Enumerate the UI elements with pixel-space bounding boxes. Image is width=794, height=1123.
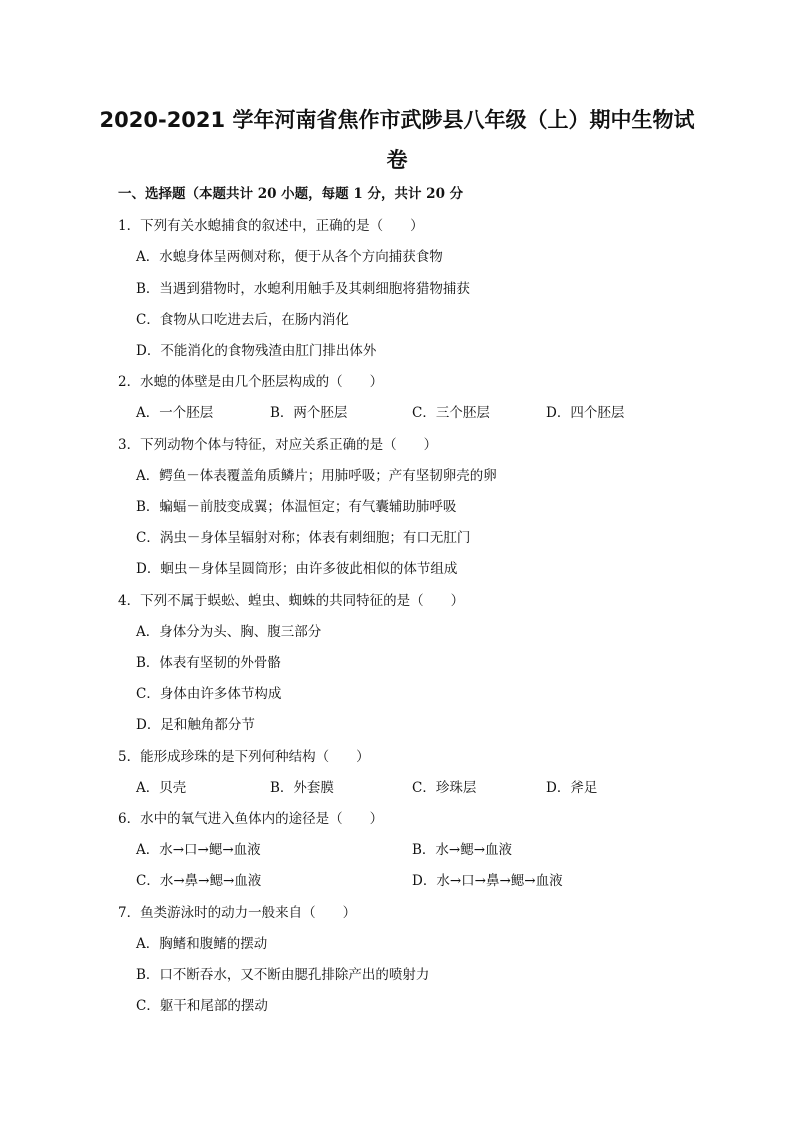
- question-5-stem: 5．能形成珍珠的是下列何种结构（ ）: [118, 749, 370, 765]
- question-4-option-a: A．身体分为头、胸、腹三部分: [136, 624, 322, 640]
- question-2-stem: 2．水螅的体壁是由几个胚层构成的（ ）: [118, 374, 384, 390]
- section-heading: 一、选择题（本题共计 20 小题，每题 1 分，共计 20 分: [118, 186, 464, 202]
- question-3-option-b: B．蝙蝠－前肢变成翼；体温恒定；有气囊辅助肺呼吸: [136, 499, 457, 515]
- question-6-option-c: C．水→鼻→鳃→血液: [136, 873, 262, 889]
- question-2-option-c: C．三个胚层: [412, 405, 490, 421]
- question-4-option-b: B．体表有坚韧的外骨骼: [136, 655, 281, 671]
- question-4-option-d: D．足和触角都分节: [136, 717, 255, 733]
- question-1-option-d: D．不能消化的食物残渣由肛门排出体外: [136, 343, 377, 359]
- question-4-option-c: C．身体由许多体节构成: [136, 686, 282, 702]
- question-6-option-d: D．水→口→鼻→鳃→血液: [412, 873, 563, 889]
- question-2-option-b: B．两个胚层: [270, 405, 348, 421]
- question-5-option-d: D．斧足: [546, 780, 598, 796]
- question-6-stem: 6．水中的氧气进入鱼体内的途径是（ ）: [118, 811, 384, 827]
- question-1-option-c: C．食物从口吃进去后，在肠内消化: [136, 312, 349, 328]
- page-title-line-1: 2020-2021 学年河南省焦作市武陟县八年级（上）期中生物试: [99, 108, 695, 132]
- question-1-option-b: B．当遇到猎物时，水螅利用触手及其刺细胞将猎物捕获: [136, 281, 470, 297]
- question-5-option-a: A．贝壳: [136, 780, 187, 796]
- question-3-stem: 3．下列动物个体与特征，对应关系正确的是（ ）: [118, 437, 438, 453]
- question-2-option-a: A．一个胚层: [136, 405, 214, 421]
- question-3-option-a: A．鳄鱼－体表覆盖角质鳞片；用肺呼吸；产有坚韧卵壳的卵: [136, 468, 497, 484]
- question-1-stem: 1．下列有关水螅捕食的叙述中，正确的是（ ）: [118, 218, 424, 234]
- question-6-option-b: B．水→鳃→血液: [412, 842, 513, 858]
- question-7-option-a: A．胸鳍和腹鳍的摆动: [136, 936, 268, 952]
- question-4-stem: 4．下列不属于蜈蚣、蝗虫、蜘蛛的共同特征的是（ ）: [118, 593, 465, 609]
- question-5-option-b: B．外套膜: [270, 780, 334, 796]
- question-1-option-a: A．水螅身体呈两侧对称，便于从各个方向捕获食物: [136, 249, 443, 265]
- question-5-option-c: C．珍珠层: [412, 780, 477, 796]
- question-7-option-c: C．躯干和尾部的摆动: [136, 998, 268, 1014]
- question-7-option-b: B．口不断吞水，又不断由腮孔排除产出的喷射力: [136, 967, 430, 983]
- question-3-option-d: D．蛔虫－身体呈圆筒形；由许多彼此相似的体节组成: [136, 561, 458, 577]
- question-3-option-c: C．涡虫－身体呈辐射对称；体表有刺细胞；有口无肛门: [136, 530, 471, 546]
- page-title-line-2: 卷: [386, 148, 408, 172]
- question-7-stem: 7．鱼类游泳时的动力一般来自（ ）: [118, 905, 357, 921]
- question-2-option-d: D．四个胚层: [546, 405, 625, 421]
- question-6-option-a: A．水→口→鳃→血液: [136, 842, 261, 858]
